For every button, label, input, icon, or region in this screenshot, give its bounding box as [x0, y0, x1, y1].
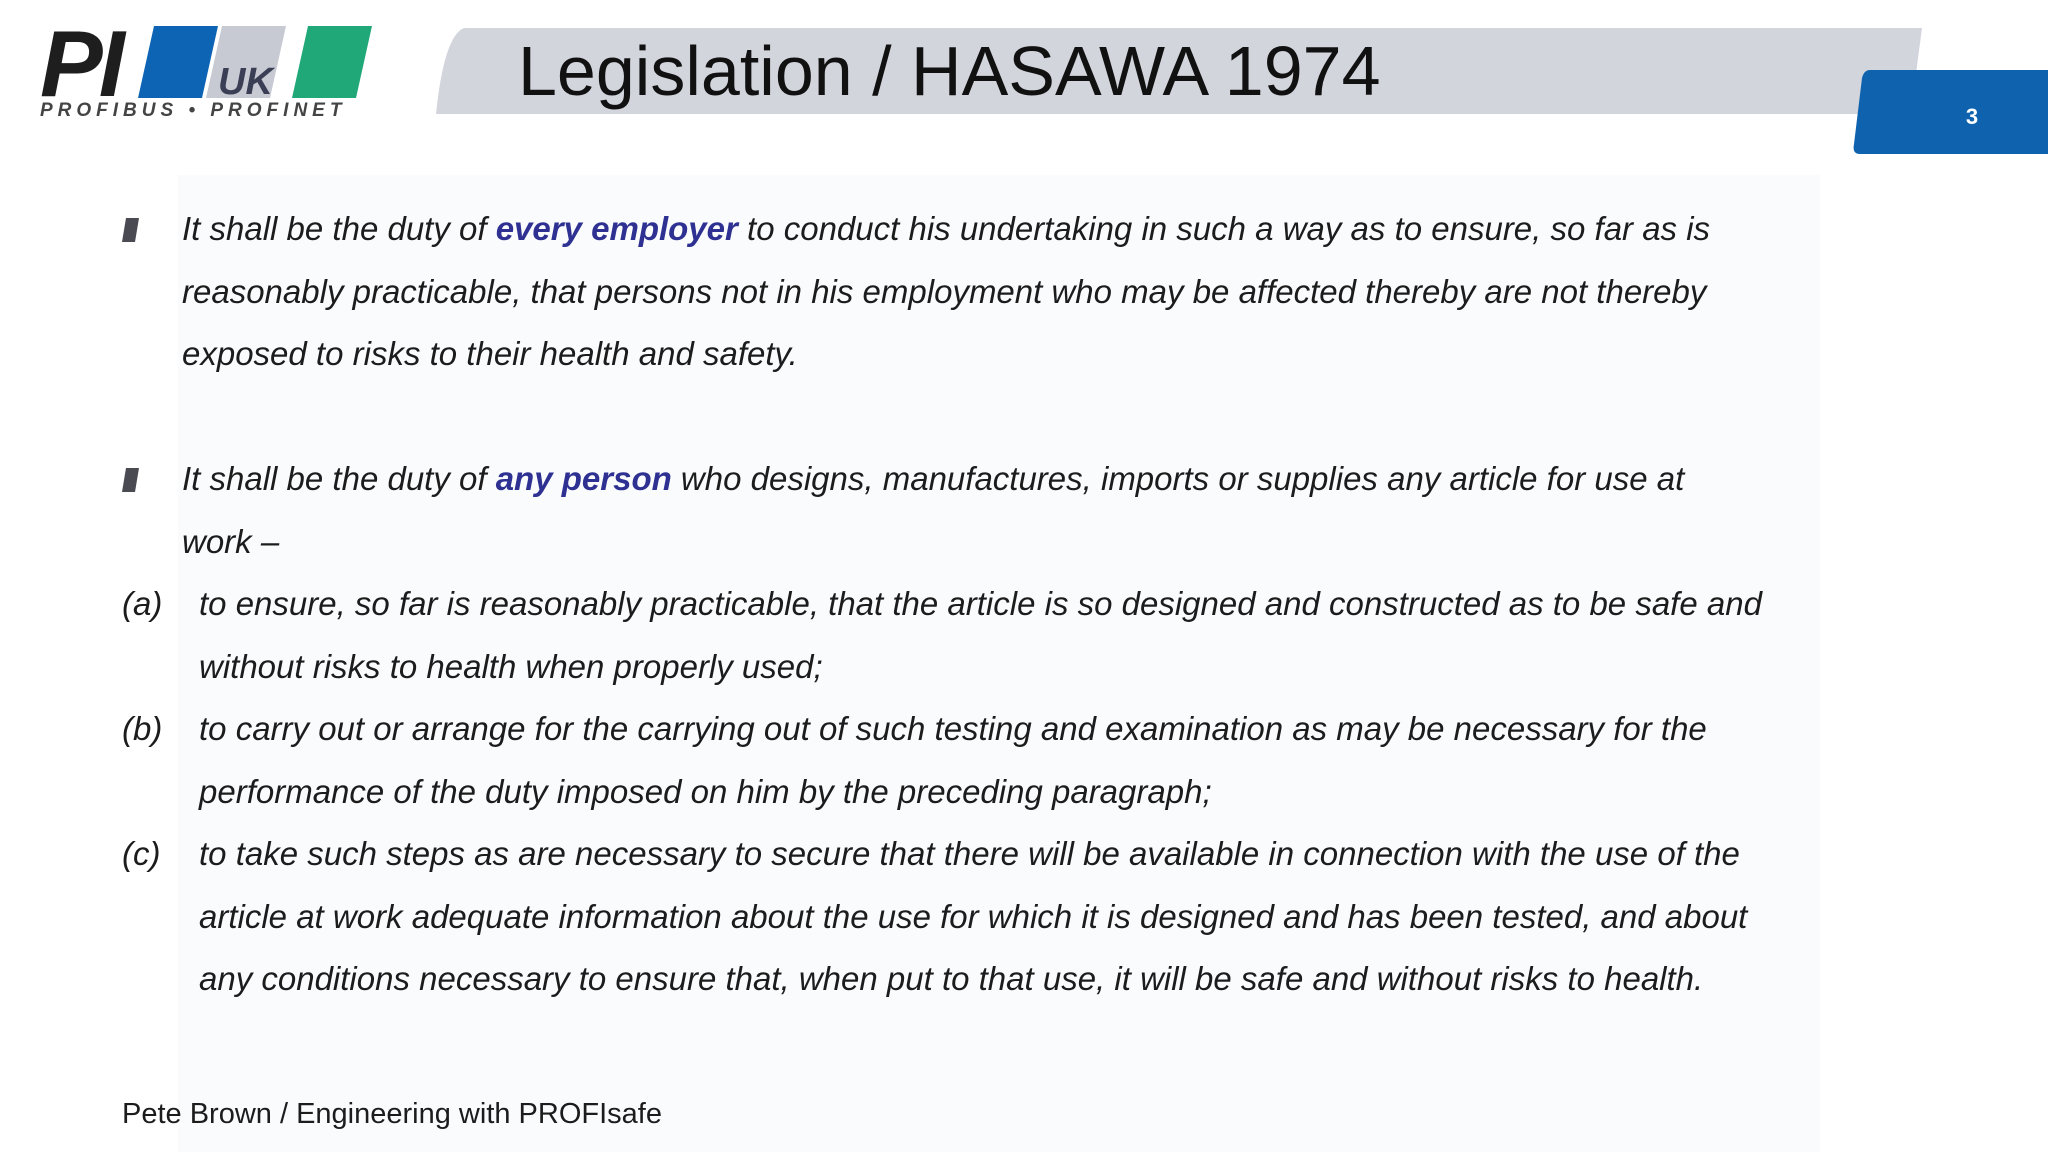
paragraph-2-line-2: work – — [182, 522, 280, 560]
slide-title: Legislation / HASAWA 1974 — [518, 32, 1381, 110]
paragraph-1-line-3: exposed to risks to their health and safety. — [182, 335, 798, 373]
clause-b-text — [199, 698, 1707, 823]
clause-c-line-1: to take such steps as are necessary to secure that there will be available in connection with the use of the — [199, 835, 1740, 872]
page-number: 3 — [1965, 104, 1979, 129]
logo-blue-block — [138, 26, 218, 98]
emphasis-every-employer: every employer — [495, 210, 738, 247]
square-bullet-icon — [122, 468, 139, 492]
square-bullet-icon — [122, 218, 139, 242]
pi-uk-logo — [36, 22, 386, 134]
clause-c-label: (c) — [122, 835, 161, 872]
logo-region: UK — [218, 61, 273, 102]
clause-a-line-1: to ensure, so far is reasonably practicable, that the article is so designed and constructed as to be safe and — [199, 585, 1762, 622]
page-number-tab — [1852, 70, 2048, 154]
logo-tagline: PROFIBUS • PROFINET — [40, 100, 347, 121]
clause-c-line-2: article at work adequate information about the use for which it is designed and has been tested, and about — [199, 897, 1748, 935]
clause-c-line-3: any conditions necessary to ensure that, when put to that use, it will be safe and without risks to health. — [199, 960, 1704, 998]
clause-b-label: (b) — [122, 710, 163, 747]
paragraph-1-line-2: reasonably practicable, that persons not in his employment who may be affected thereby are not thereby — [182, 272, 1707, 310]
clause-b-line-2: performance of the duty imposed on him by the preceding paragraph; — [199, 772, 1212, 810]
clause-c-text — [199, 823, 1747, 1011]
logo-letters: PI — [40, 22, 121, 102]
paragraph-1 — [182, 198, 1710, 386]
logo-green-block — [292, 26, 372, 98]
clause-a-label: (a) — [122, 585, 163, 622]
emphasis-any-person: any person — [495, 460, 672, 497]
slide-footer: Pete Brown / Engineering with PROFIsafe — [122, 1098, 662, 1130]
paragraph-1-line-1: It shall be the duty of every employer to conduct his undertaking in such a way as to ensure, so far as is — [182, 210, 1711, 247]
paragraph-2-line-1: It shall be the duty of any person who designs, manufactures, imports or supplies any article for use at — [182, 460, 1685, 497]
clause-a-text — [199, 573, 1762, 698]
paragraph-2 — [182, 448, 1684, 573]
clause-a-line-2: without risks to health when properly used; — [199, 647, 823, 685]
clause-b-line-1: to carry out or arrange for the carrying out of such testing and examination as may be necessary for the — [199, 710, 1707, 747]
